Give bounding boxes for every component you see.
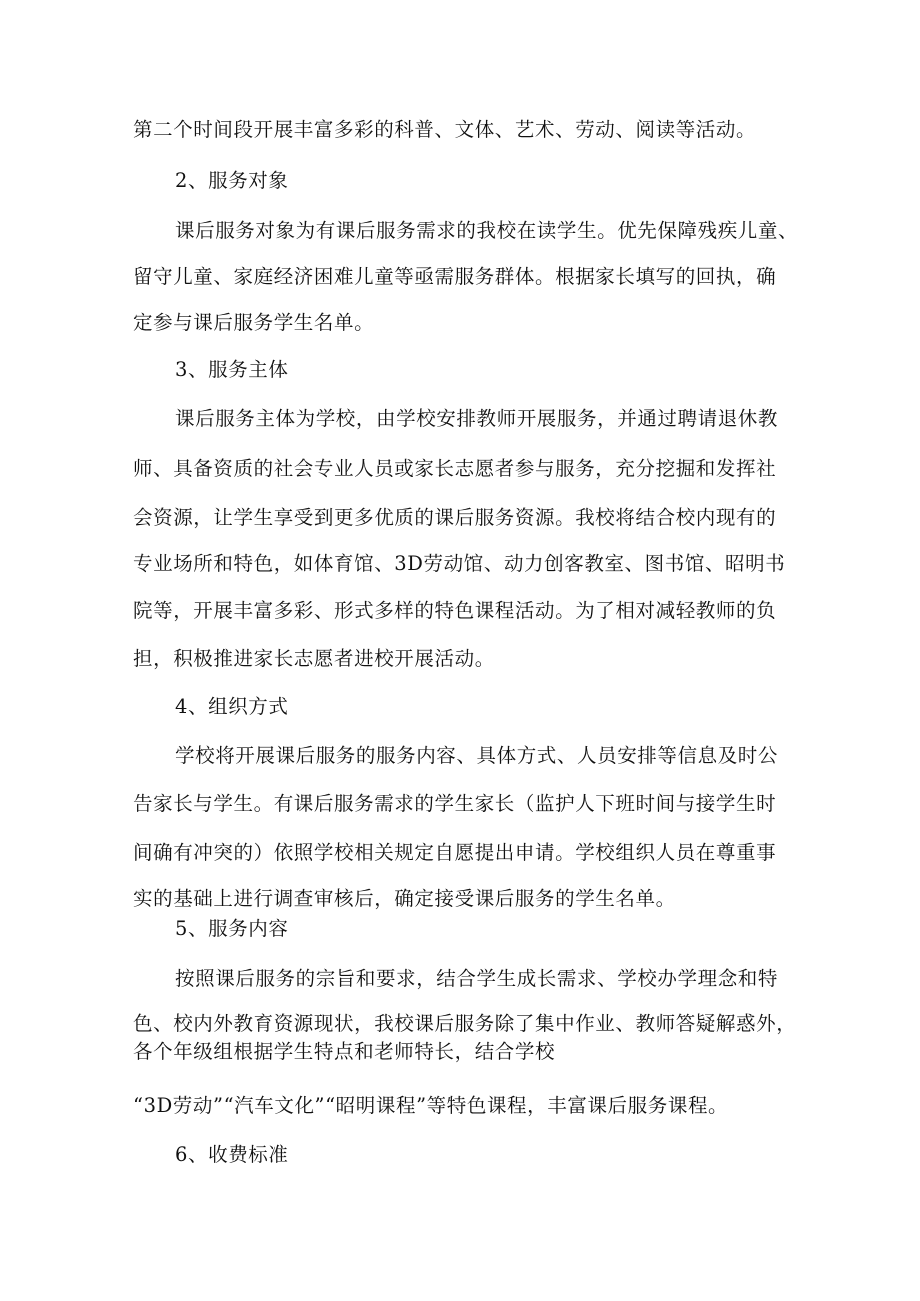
paragraph-line: 第二个时间段开展丰富多彩的科普、文体、艺术、劳动、阅读等活动。: [133, 118, 757, 141]
paragraph-line: 实的基础上进行调查审核后，确定接受课后服务的学生名单。: [133, 887, 676, 910]
paragraph-line: 课后服务主体为学校，由学校安排教师开展服务，并通过聘请退休教: [175, 407, 779, 430]
paragraph-line: 间确有冲突的）依照学校相关规定自愿提出申请。学校组织人员在尊重事: [133, 841, 777, 864]
paragraph-line: 院等，开展丰富多彩、形式多样的特色课程活动。为了相对减轻教师的负: [133, 599, 777, 622]
paragraph-line: 色、校内外教育资源现状，我校课后服务除了集中作业、教师答疑解惑外，: [133, 1012, 797, 1035]
paragraph-line: 学校将开展课后服务的服务内容、具体方式、人员安排等信息及时公: [175, 744, 779, 767]
paragraph-line: 告家长与学生。有课后服务需求的学生家长（监护人下班时间与接学生时: [133, 792, 777, 815]
paragraph-line: “3D劳动”“汽车文化”“昭明课程”等特色课程，丰富课后服务课程。: [133, 1094, 729, 1117]
section-heading-service-content: 5、服务内容: [175, 917, 289, 940]
paragraph-line: 课后服务对象为有课后服务需求的我校在读学生。优先保障残疾儿童、: [175, 219, 799, 242]
section-heading-fee-standard: 6、收费标准: [175, 1143, 289, 1166]
paragraph-line: 留守儿童、家庭经济困难儿童等亟需服务群体。根据家长填写的回执，确: [133, 265, 777, 288]
section-heading-service-subject: 3、服务主体: [175, 358, 289, 381]
paragraph-line: 担，积极推进家长志愿者进校开展活动。: [133, 647, 495, 670]
paragraph-line: 会资源，让学生享受到更多优质的课后服务资源。我校将结合校内现有的: [133, 506, 777, 529]
paragraph-line: 专业场所和特色，如体育馆、3D劳动馆、动力创客教室、图书馆、昭明书: [133, 552, 786, 575]
section-heading-service-target: 2、服务对象: [175, 169, 289, 192]
paragraph-line: 按照课后服务的宗旨和要求，结合学生成长需求、学校办学理念和特: [175, 967, 779, 990]
section-heading-organization: 4、组织方式: [175, 695, 289, 718]
paragraph-line: 师、具备资质的社会专业人员或家长志愿者参与服务，充分挖掘和发挥社: [133, 457, 777, 480]
paragraph-line: 定参与课后服务学生名单。: [133, 311, 375, 334]
paragraph-line: 各个年级组根据学生特点和老师特长，结合学校: [133, 1040, 556, 1063]
